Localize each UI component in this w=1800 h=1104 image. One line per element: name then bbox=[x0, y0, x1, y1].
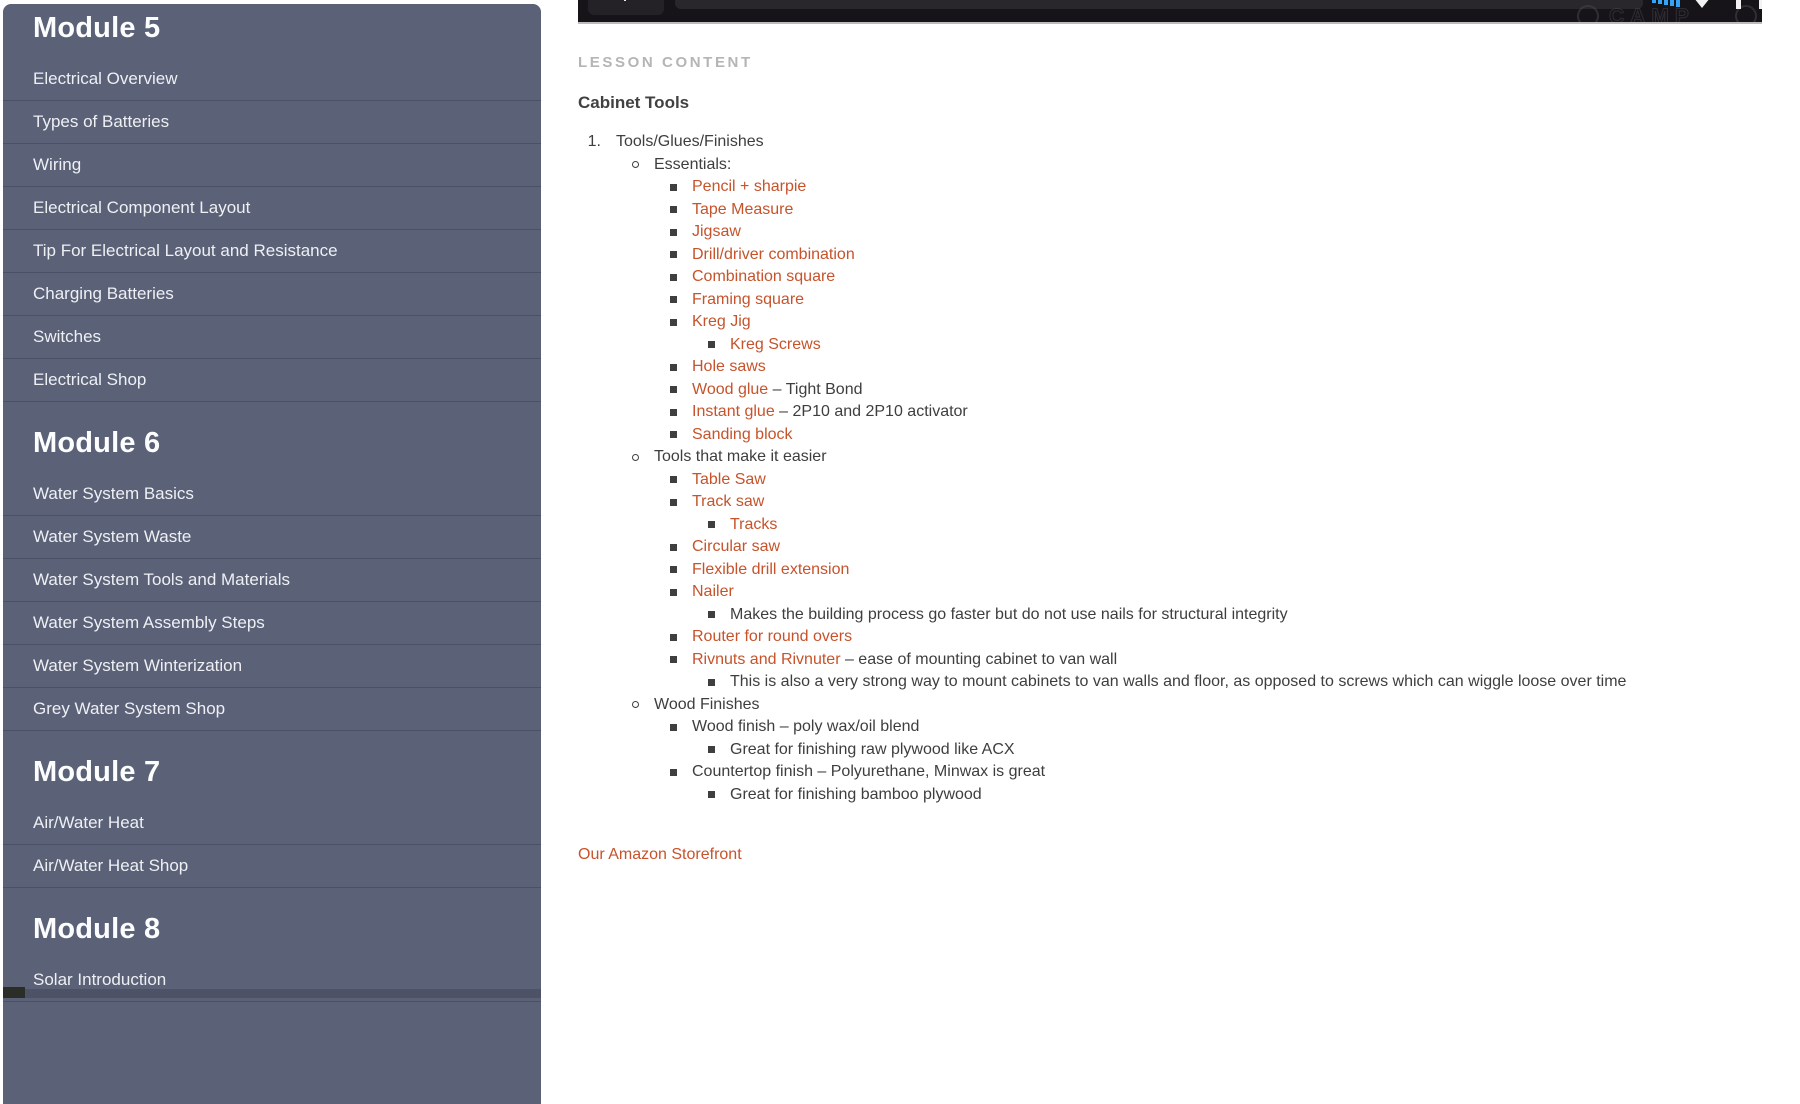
list-item-text: Tools/Glues/Finishes bbox=[616, 133, 764, 150]
lesson-link[interactable]: Drill/driver combination bbox=[692, 245, 855, 263]
list-bullet-marker bbox=[654, 761, 692, 784]
list-item-text: This is also a very strong way to mount cabinets to van walls and floor, as opposed to screws which can wiggle loose over time bbox=[730, 673, 1627, 690]
square-bullet-icon bbox=[670, 769, 677, 776]
list-bullet-marker bbox=[654, 379, 692, 402]
video-control-button[interactable] bbox=[588, 0, 664, 15]
sidebar-lesson-item[interactable]: Tip For Electrical Layout and Resistance bbox=[3, 230, 541, 273]
sidebar-lesson-item[interactable]: Electrical Component Layout bbox=[3, 187, 541, 230]
square-bullet-icon bbox=[708, 746, 715, 753]
lesson-link[interactable]: Tracks bbox=[730, 515, 778, 533]
square-bullet-icon bbox=[708, 521, 715, 528]
link-suffix-text: – Tight Bond bbox=[768, 380, 863, 398]
list-item-text bbox=[692, 401, 1762, 424]
list-bullet-marker bbox=[654, 424, 692, 447]
list-bullet-marker bbox=[692, 671, 730, 694]
lesson-list-item bbox=[616, 446, 1762, 469]
list-bullet-marker bbox=[616, 154, 654, 177]
list-item-text: Great for finishing raw plywood like ACX bbox=[730, 740, 1015, 758]
square-bullet-icon bbox=[670, 274, 677, 281]
lesson-list-item bbox=[616, 154, 1762, 177]
square-bullet-icon bbox=[708, 791, 715, 798]
watermark-text: CAMP bbox=[1609, 5, 1695, 24]
square-bullet-icon bbox=[670, 724, 677, 731]
list-item-text: Makes the building process go faster but do not use nails for structural integrity bbox=[730, 605, 1288, 623]
list-item-text bbox=[692, 356, 1762, 379]
lesson-list-item bbox=[654, 379, 1762, 402]
lesson-list-item bbox=[654, 581, 1762, 604]
nested-list bbox=[692, 784, 1762, 807]
course-modules-sidebar bbox=[3, 4, 541, 1104]
list-item-text bbox=[692, 379, 1762, 402]
list-bullet-marker bbox=[654, 266, 692, 289]
sidebar-lesson-item[interactable]: Water System Tools and Materials bbox=[3, 559, 541, 602]
sidebar-lesson-item[interactable]: Water System Winterization bbox=[3, 645, 541, 688]
lesson-link[interactable]: Router for round overs bbox=[692, 628, 853, 645]
lesson-link[interactable]: Table Saw bbox=[692, 470, 766, 488]
list-item-text bbox=[692, 311, 1762, 334]
lesson-list-item bbox=[654, 469, 1762, 492]
square-bullet-icon bbox=[670, 206, 677, 213]
lesson-list-item bbox=[654, 761, 1762, 784]
square-bullet-icon bbox=[670, 589, 677, 596]
link-suffix-text: – 2P10 and 2P10 activator bbox=[774, 403, 968, 420]
square-bullet-icon bbox=[670, 319, 677, 326]
list-item-text bbox=[692, 244, 1762, 267]
circle-bullet-icon bbox=[632, 701, 639, 708]
square-bullet-icon bbox=[670, 431, 677, 438]
lesson-link[interactable]: Jigsaw bbox=[692, 223, 741, 240]
list-item-text bbox=[730, 514, 1762, 537]
list-item-text bbox=[692, 559, 1762, 582]
lesson-list-item bbox=[616, 694, 1762, 717]
lesson-list-item bbox=[654, 244, 1762, 267]
lesson-content-area bbox=[578, 0, 1762, 864]
lesson-list-item bbox=[654, 401, 1762, 424]
lesson-list-item bbox=[654, 649, 1762, 672]
square-bullet-icon bbox=[670, 566, 677, 573]
list-item-text: Great for finishing bamboo plywood bbox=[730, 785, 982, 803]
square-bullet-icon bbox=[708, 679, 715, 686]
nested-list bbox=[692, 334, 1762, 357]
video-control-glyph bbox=[624, 0, 626, 1]
section-label: LESSON CONTENT bbox=[578, 54, 753, 71]
video-progress-bar[interactable] bbox=[675, 0, 1643, 9]
list-bullet-marker bbox=[692, 784, 730, 807]
sidebar-lesson-item[interactable]: Charging Batteries bbox=[3, 273, 541, 316]
lesson-list-item bbox=[654, 536, 1762, 559]
sidebar-lesson-item[interactable]: Grey Water System Shop bbox=[3, 688, 541, 731]
sidebar-lesson-item[interactable]: Types of Batteries bbox=[3, 101, 541, 144]
volume-level-bars-icon[interactable] bbox=[1652, 0, 1680, 7]
nested-list bbox=[616, 154, 1762, 807]
list-bullet-marker bbox=[654, 626, 692, 649]
lesson-link[interactable]: Pencil + sharpie bbox=[692, 178, 807, 195]
lesson-list-item bbox=[654, 626, 1762, 649]
sidebar-lesson-item[interactable]: Switches bbox=[3, 316, 541, 359]
square-bullet-icon bbox=[670, 499, 677, 506]
lesson-list-item bbox=[654, 176, 1762, 199]
lesson-list-item bbox=[692, 739, 1762, 762]
nested-list bbox=[692, 604, 1762, 627]
list-item-text bbox=[692, 649, 1762, 672]
square-bullet-icon bbox=[670, 476, 677, 483]
lesson-list-item bbox=[654, 424, 1762, 447]
nested-list bbox=[692, 514, 1762, 537]
lesson-link[interactable]: Framing square bbox=[692, 290, 805, 308]
lesson-link[interactable]: Tape Measure bbox=[692, 200, 794, 218]
lesson-list-item bbox=[692, 604, 1762, 627]
sidebar-lesson-item[interactable]: Air/Water Heat bbox=[3, 802, 541, 845]
list-bullet-marker bbox=[654, 311, 692, 334]
sidebar-lesson-item[interactable]: Wiring bbox=[3, 144, 541, 187]
lesson-list-item bbox=[654, 491, 1762, 514]
square-bullet-icon bbox=[670, 251, 677, 258]
sidebar-lesson-item[interactable]: Solar Introduction bbox=[3, 959, 541, 1002]
list-item-text bbox=[692, 469, 1762, 492]
link-suffix-text: – ease of mounting cabinet to van wall bbox=[840, 650, 1118, 668]
list-bullet-marker bbox=[654, 491, 692, 514]
lesson-link[interactable]: Nailer bbox=[692, 583, 734, 600]
volume-icon[interactable] bbox=[1694, 0, 1710, 8]
lesson-list-item bbox=[654, 716, 1762, 739]
list-bullet-marker bbox=[654, 221, 692, 244]
page-title: Cabinet Tools bbox=[578, 93, 690, 112]
list-item-text: Wood Finishes bbox=[654, 695, 760, 713]
sidebar-next-row-peek bbox=[3, 989, 541, 998]
lesson-list-item bbox=[654, 559, 1762, 582]
list-item-text bbox=[692, 221, 1762, 244]
list-bullet-marker bbox=[654, 716, 692, 739]
list-bullet-marker bbox=[692, 334, 730, 357]
square-bullet-icon bbox=[708, 611, 715, 618]
list-bullet-marker bbox=[654, 581, 692, 604]
list-item-text bbox=[730, 334, 1762, 357]
lesson-list-item bbox=[692, 784, 1762, 807]
list-bullet-marker bbox=[654, 469, 692, 492]
lesson-list-item bbox=[692, 334, 1762, 357]
nested-list bbox=[692, 671, 1762, 694]
lesson-list-item bbox=[692, 671, 1762, 694]
lesson-list-item bbox=[654, 289, 1762, 312]
nested-list bbox=[654, 469, 1762, 694]
square-bullet-icon bbox=[670, 296, 677, 303]
list-bullet-marker bbox=[616, 694, 654, 717]
list-bullet-marker bbox=[654, 176, 692, 199]
lesson-list-item bbox=[654, 356, 1762, 379]
list-item-text: Countertop finish – Polyurethane, Minwax is great bbox=[692, 763, 1046, 780]
list-item-text bbox=[692, 199, 1762, 222]
lesson-outline-list bbox=[578, 131, 1762, 806]
square-bullet-icon bbox=[670, 184, 677, 191]
square-bullet-icon bbox=[670, 386, 677, 393]
list-bullet-marker bbox=[654, 559, 692, 582]
list-bullet-marker bbox=[692, 604, 730, 627]
list-number-marker: 1. bbox=[587, 133, 601, 150]
video-player[interactable] bbox=[578, 0, 1762, 24]
module-title: Module 8 bbox=[33, 913, 161, 945]
lesson-link[interactable]: Circular saw bbox=[692, 538, 781, 555]
lesson-link[interactable]: Wood glue bbox=[692, 380, 769, 398]
list-item-text bbox=[692, 491, 1762, 514]
nested-list bbox=[692, 739, 1762, 762]
square-bullet-icon bbox=[670, 634, 677, 641]
square-bullet-icon bbox=[670, 364, 677, 371]
list-bullet-marker bbox=[654, 536, 692, 559]
lesson-link[interactable]: Combination square bbox=[692, 268, 836, 285]
list-item-text bbox=[692, 536, 1762, 559]
list-item-text bbox=[692, 626, 1762, 649]
list-bullet-marker bbox=[692, 514, 730, 537]
sidebar-lesson-item[interactable]: Water System Waste bbox=[3, 516, 541, 559]
lesson-list-item bbox=[654, 266, 1762, 289]
module-title: Module 7 bbox=[33, 756, 161, 788]
lesson-list-item bbox=[654, 221, 1762, 244]
list-item-text bbox=[692, 266, 1762, 289]
list-bullet-marker bbox=[616, 446, 654, 469]
list-bullet-marker bbox=[654, 401, 692, 424]
nested-list bbox=[654, 176, 1762, 446]
lesson-link[interactable]: Instant glue bbox=[692, 403, 775, 420]
module-title: Module 5 bbox=[33, 12, 161, 44]
list-bullet-marker bbox=[654, 356, 692, 379]
lesson-list-item bbox=[654, 199, 1762, 222]
circle-bullet-icon bbox=[632, 454, 639, 461]
lesson-link[interactable]: Track saw bbox=[692, 493, 765, 510]
lesson-link[interactable]: Hole saws bbox=[692, 358, 766, 375]
sidebar-lesson-item[interactable]: Electrical Shop bbox=[3, 359, 541, 402]
lesson-link[interactable]: Kreg Screws bbox=[730, 335, 821, 353]
lesson-link[interactable]: Kreg Jig bbox=[692, 313, 751, 330]
list-item-text: Essentials: bbox=[654, 155, 732, 173]
square-bullet-icon bbox=[708, 341, 715, 348]
list-bullet-marker bbox=[692, 739, 730, 762]
fullscreen-icon[interactable] bbox=[1736, 0, 1762, 9]
list-bullet-marker bbox=[654, 289, 692, 312]
lesson-link[interactable]: Flexible drill extension bbox=[692, 560, 850, 578]
list-bullet-marker bbox=[654, 244, 692, 267]
list-item-text: Tools that make it easier bbox=[654, 448, 827, 465]
list-item-text bbox=[692, 289, 1762, 312]
square-bullet-icon bbox=[670, 544, 677, 551]
list-item-text: Wood finish – poly wax/oil blend bbox=[692, 718, 920, 735]
sidebar-next-row-thumbnail bbox=[3, 987, 25, 998]
module-title: Module 6 bbox=[33, 427, 161, 459]
lesson-list-item bbox=[578, 131, 1762, 154]
sidebar-lesson-item[interactable]: Water System Basics bbox=[3, 473, 541, 516]
sidebar-lesson-item[interactable]: Electrical Overview bbox=[3, 58, 541, 101]
lesson-list-item bbox=[692, 514, 1762, 537]
list-item-text bbox=[692, 581, 1762, 604]
list-item-text bbox=[692, 424, 1762, 447]
square-bullet-icon bbox=[670, 409, 677, 416]
list-item-text bbox=[692, 176, 1762, 199]
lesson-list-item bbox=[654, 311, 1762, 334]
amazon-storefront-link[interactable]: Our Amazon Storefront bbox=[578, 846, 742, 863]
nested-list bbox=[654, 716, 1762, 806]
lesson-link[interactable]: Rivnuts and Rivnuter bbox=[692, 650, 841, 668]
square-bullet-icon bbox=[670, 656, 677, 663]
circle-bullet-icon bbox=[632, 161, 639, 168]
sidebar-lesson-item[interactable]: Air/Water Heat Shop bbox=[3, 845, 541, 888]
list-bullet-marker bbox=[654, 199, 692, 222]
square-bullet-icon bbox=[670, 229, 677, 236]
list-bullet-marker bbox=[654, 649, 692, 672]
sidebar-lesson-item[interactable]: Water System Assembly Steps bbox=[3, 602, 541, 645]
lesson-link[interactable]: Sanding block bbox=[692, 425, 793, 443]
